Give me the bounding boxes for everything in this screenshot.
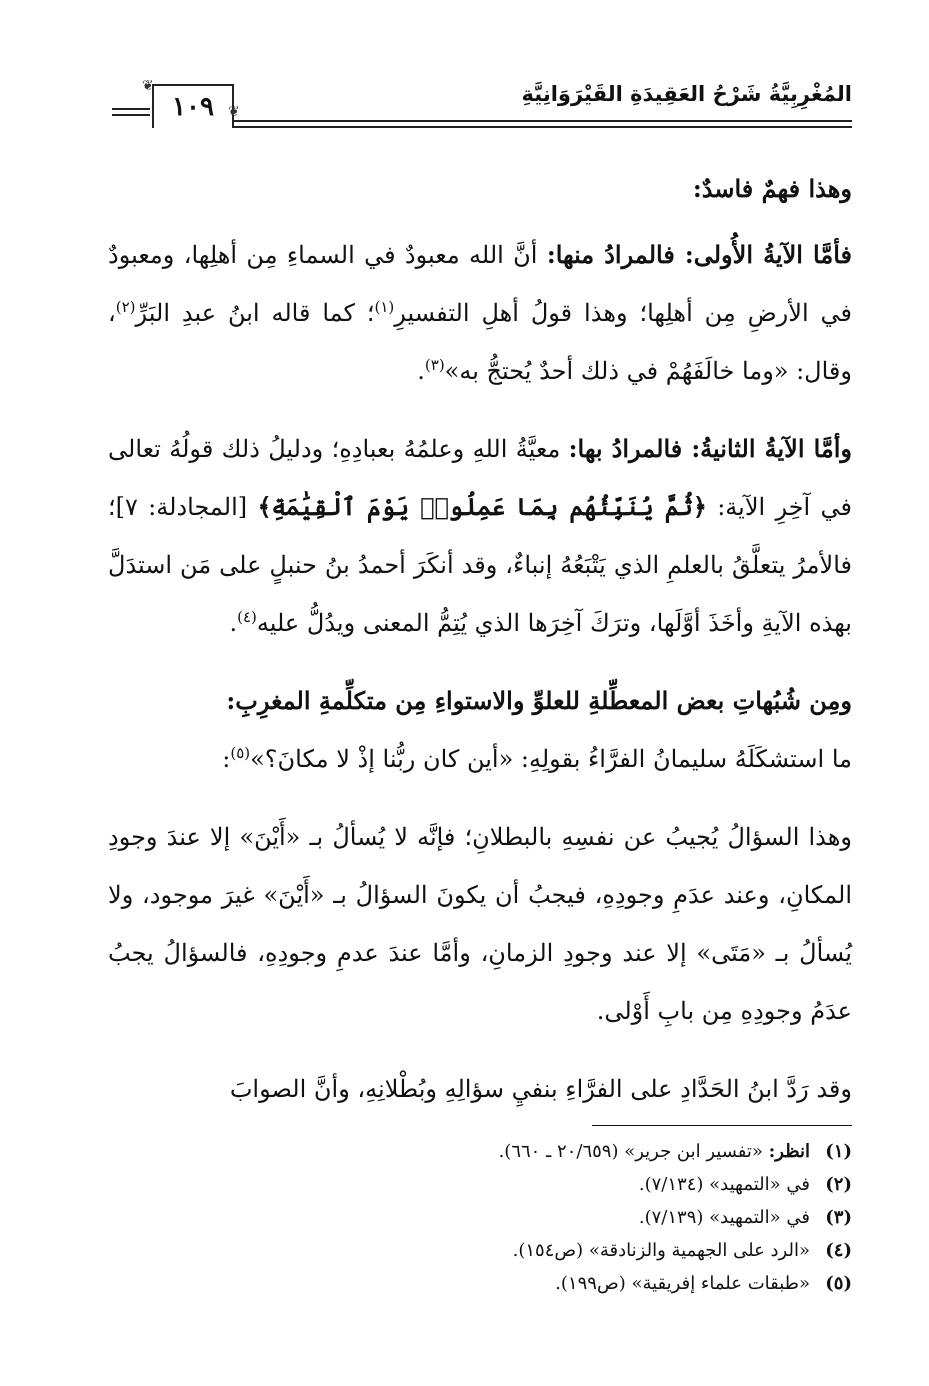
paragraph-text: ، وقال: «وما خالَفَهُمْ في ذلك أحدٌ يُحتجُّ به» (108, 299, 852, 385)
footnote-text: «الرد على الجهمية والزنادقة» (ص١٥٤). (512, 1240, 810, 1261)
paragraph-second-verse (108, 420, 852, 652)
paragraph-text: : (222, 745, 231, 773)
paragraph-text: . (229, 609, 238, 637)
footnote-text: «طبقات علماء إفريقية» (ص١٩٩). (555, 1273, 810, 1294)
footnote-lead: انظر: (768, 1141, 810, 1162)
paragraph-intro: وهذا فهمٌ فاسدٌ: (692, 174, 852, 203)
footnote-text: في «التمهيد» (٧/١٣٤). (638, 1174, 810, 1195)
header-rule-right-top (232, 120, 852, 122)
paragraph-text: [المجادلة: ٧]؛ فالأمرُ يتعلَّقُ بالعلمِ الذي يَتْبَعُهُ إنباءٌ، وقد أنكَرَ أحمدُ بنُ حنبلٍ على مَن استدَلَّ بهذه الآيةِ وأخَذَ أوَّلَها، وترَكَ آخِرَها الذي يُتِمُّ المعنى ويدُلُّ عليه (108, 493, 852, 637)
footnote-number: (٢) (825, 1174, 852, 1195)
header-rule-right-bottom (232, 126, 852, 128)
ornament-icon: ❦ (228, 104, 240, 120)
ornament-icon: ❦ (142, 78, 154, 94)
book-title: المُغْرِبِيَّةُ شَرْحُ العَقِيدَةِ القَيْرَوَانِيَّةِ (521, 82, 852, 106)
paragraph-lead: فأمَّا الآيةُ الأُولى: فالمرادُ منها: (546, 240, 852, 269)
footnote-number: (٥) (825, 1273, 852, 1294)
footnote-separator (592, 1125, 852, 1126)
footnote-text: في «التمهيد» (٧/١٣٩). (638, 1207, 810, 1228)
footnote-ref: (٤) (237, 608, 257, 626)
quran-verse: ﴿ثُمَّ يُنَبِّئُهُم بِمَا عَمِلُوا۟ يَوْمَ ٱلْقِيَٰمَةِ﴾ (257, 492, 707, 521)
footnote-item (108, 1201, 852, 1234)
footnote-list (108, 1135, 852, 1300)
page-number: ١٠٩ (152, 84, 234, 128)
section-heading: ومِن شُبُهاتِ بعض المعطِّلةِ للعلوِّ والاستواءِ مِن متكلِّمةِ المغرِبِ: (226, 686, 852, 715)
paragraph-answer: وهذا السؤالُ يُجيبُ عن نفسِهِ بالبطلانِ؛ فإنَّه لا يُسألُ بـ «أَيْنَ» إلا عندَ وجودِ المكانِ، وعند عدَمِ وجودِهِ، فيجبُ أن يكونَ السؤالُ بـ «أَيْنَ» غيرَ موجود، ولا يُسألُ بـ «مَتَى» إلا عند وجودِ الزمانِ، وأمَّا عندَ عدمِ وجودِهِ، فالسؤالُ يجبُ عدَمُ وجودِهِ مِن بابِ أَوْلى. (108, 823, 853, 1025)
paragraph-doubts (108, 672, 852, 788)
paragraph-lead: وأمَّا الآيةُ الثانيةُ: فالمرادُ بها: (568, 434, 853, 463)
main-text (108, 160, 852, 1118)
header-rule-left-bottom (112, 114, 150, 116)
footnote-number: (٣) (825, 1207, 852, 1228)
footnote-ref: (٣) (424, 356, 445, 374)
footnote-number: (٤) (825, 1240, 852, 1261)
paragraph-text: . (417, 357, 425, 385)
paragraph-refutation: وقد رَدَّ ابنُ الحَدَّادِ على الفرَّاءِ بنفيِ سؤالِهِ وبُطْلانِهِ، وأنَّ الصوابَ (229, 1075, 852, 1103)
footnote-ref: (١) (374, 298, 395, 316)
footnote-ref: (٢) (115, 298, 136, 316)
footnote-number: (١) (825, 1141, 852, 1162)
paragraph-text: ؛ كما قاله ابنُ عبدِ البَرِّ (135, 299, 375, 327)
paragraph-first-verse (108, 226, 852, 400)
footnote-item (108, 1267, 852, 1300)
footnote-item (108, 1135, 852, 1168)
paragraph-text: أنَّ الله معبودٌ في السماءِ مِن أهلِها، ومعبودٌ في الأرضِ مِن أهلِها؛ وهذا قولُ أهلِ التفسيرِ (108, 241, 853, 327)
footnote-item (108, 1168, 852, 1201)
paragraph-text: ما استشكَلَهُ سليمانُ الفرَّاءُ بقولِهِ: «أين كان ربُّنا إذْ لا مكانَ؟» (250, 745, 852, 773)
paragraph-text: معيَّةُ اللهِ وعلمُهُ بعبادِهِ؛ ودليلُ ذلك قولُهُ تعالى في آخِرِ الآية: (108, 435, 852, 521)
footnote-text: «تفسير ابن جرير» (٢٠/٦٥٩ ـ ٦٦٠). (498, 1141, 769, 1162)
header-rule-left-top (112, 108, 150, 110)
page-header (112, 74, 852, 130)
footnote-item (108, 1234, 852, 1267)
footnote-ref: (٥) (230, 744, 251, 762)
